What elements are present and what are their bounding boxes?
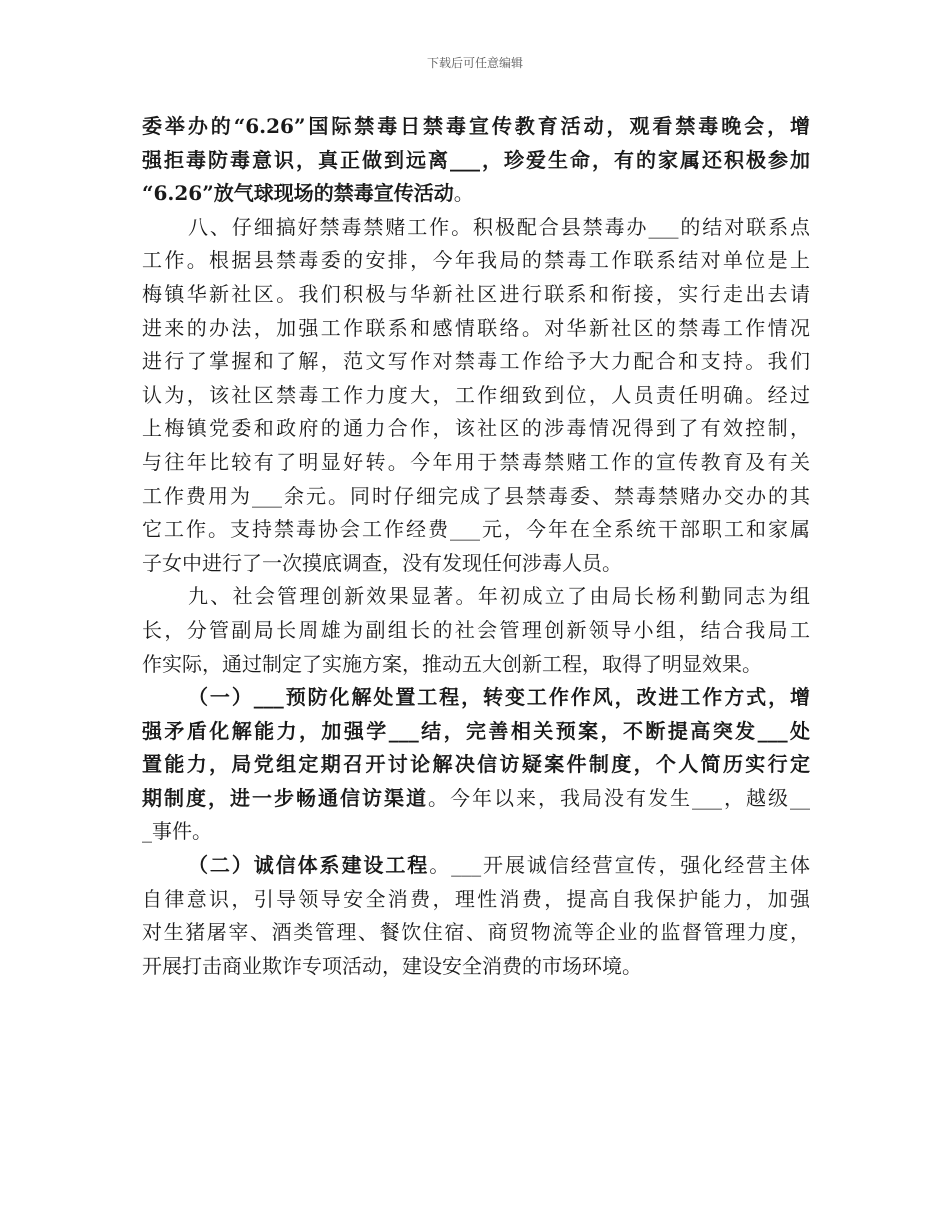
text-run: 。今年以来，我局没有发生___，越级__ bbox=[428, 785, 810, 810]
text-run: 对生猪屠宰、酒类管理、餐饮住宿、商贸物流等企业的监督管理力度， bbox=[142, 920, 810, 945]
text-line bbox=[142, 211, 810, 245]
text-run: 工作费用为___余元。同时仔细完成了县禁毒委、禁毒禁赌办交办的其 bbox=[142, 483, 810, 508]
text-run: 进来的办法，加强工作联系和感情联络。对华新社区的禁毒工作情况 bbox=[142, 315, 810, 340]
text-run: 长，分管副局长周雄为副组长的社会管理创新领导小组，结合我局工 bbox=[142, 617, 810, 642]
text-run: 认为，该社区禁毒工作力度大，工作细致到位，人员责任明确。经过 bbox=[142, 382, 810, 407]
paragraph-item-2 bbox=[142, 849, 810, 983]
text-line bbox=[142, 782, 810, 816]
text-line bbox=[142, 480, 810, 514]
text-line bbox=[142, 379, 810, 413]
text-run: 置能力，局党组定期召开讨论解决信访疑案件制度，个人简历实行定 bbox=[142, 752, 810, 777]
text-run: “6.26”放气球现场的禁毒宣传活动 bbox=[142, 181, 454, 206]
paragraph-item-1 bbox=[142, 681, 810, 849]
text-run: 工作。根据县禁毒委的安排，今年我局的禁毒工作联系结对单位是上 bbox=[142, 248, 810, 273]
text-run: _事件。 bbox=[142, 819, 212, 844]
text-run: 自律意识，引导领导安全消费，理性消费，提高自我保护能力，加强 bbox=[142, 886, 810, 911]
text-line bbox=[142, 614, 810, 648]
text-run: 它工作。支持禁毒协会工作经费___元，今年在全系统干部职工和家属 bbox=[142, 517, 810, 542]
paragraph-section-8 bbox=[142, 211, 810, 581]
text-run: 。___开展诚信经营宣传，强化经营主体 bbox=[429, 853, 810, 878]
text-line bbox=[142, 815, 810, 849]
text-line bbox=[142, 446, 810, 480]
text-run: 委举办的“6.26”国际禁毒日禁毒宣传教育活动，观看禁毒晚会，增 bbox=[142, 114, 810, 138]
text-line bbox=[142, 244, 810, 278]
text-line bbox=[142, 883, 810, 917]
text-line bbox=[142, 144, 810, 178]
text-line bbox=[142, 345, 810, 379]
text-run: 九、社会管理创新效果显著。年初成立了由局长杨利勤同志为组 bbox=[188, 584, 810, 609]
text-run: 与往年比较有了明显好转。今年用于禁毒禁赌工作的宣传教育及有关 bbox=[142, 449, 810, 474]
text-run: 期制度，进一步畅通信访渠道 bbox=[142, 785, 428, 810]
text-line bbox=[142, 312, 810, 346]
text-run: 。 bbox=[453, 181, 474, 206]
paragraph-section-9 bbox=[142, 580, 810, 681]
text-line bbox=[142, 177, 810, 211]
text-line bbox=[142, 715, 810, 749]
text-line bbox=[142, 849, 810, 883]
text-line bbox=[142, 681, 810, 715]
text-run: 强矛盾化解能力，加强学___结，完善相关预案，不断提高突发___处 bbox=[142, 718, 810, 743]
paragraph-family-activity bbox=[142, 110, 810, 211]
text-run: 作实际，通过制定了实施方案，推动五大创新工程，取得了明显效果。 bbox=[142, 651, 762, 676]
text-line bbox=[142, 513, 810, 547]
text-run: 八、仔细搞好禁毒禁赌工作。积极配合县禁毒办___的结对联系点 bbox=[188, 214, 810, 239]
text-run: 开展打击商业欺诈专项活动，建设安全消费的市场环境。 bbox=[142, 953, 642, 978]
text-line bbox=[142, 110, 810, 144]
text-run: 梅镇华新社区。我们积极与华新社区进行联系和衔接，实行走出去请 bbox=[142, 281, 810, 306]
text-line bbox=[142, 648, 810, 682]
page-header: 下载后可任意编辑 bbox=[426, 56, 523, 70]
text-line bbox=[142, 580, 810, 614]
text-run: （一）___预防化解处置工程，转变工作作风，改进工作方式，增 bbox=[188, 685, 810, 710]
text-line bbox=[142, 950, 810, 984]
text-line bbox=[142, 278, 810, 312]
text-run: 子女中进行了一次摸底调查，没有发现任何涉毒人员。 bbox=[142, 550, 622, 575]
text-run: （二）诚信体系建设工程 bbox=[188, 853, 430, 878]
text-run: 强拒毒防毒意识，真正做到远离___，珍爱生命，有的家属还积极参加 bbox=[142, 147, 810, 172]
text-line bbox=[142, 748, 810, 782]
document-body bbox=[142, 110, 810, 983]
text-line bbox=[142, 916, 810, 950]
text-run: 进行了掌握和了解，范文写作对禁毒工作给予大力配合和支持。我们 bbox=[142, 349, 810, 374]
text-line bbox=[142, 547, 810, 581]
text-run: 上梅镇党委和政府的通力合作，该社区的涉毒情况得到了有效控制， bbox=[142, 416, 810, 441]
text-line bbox=[142, 412, 810, 446]
